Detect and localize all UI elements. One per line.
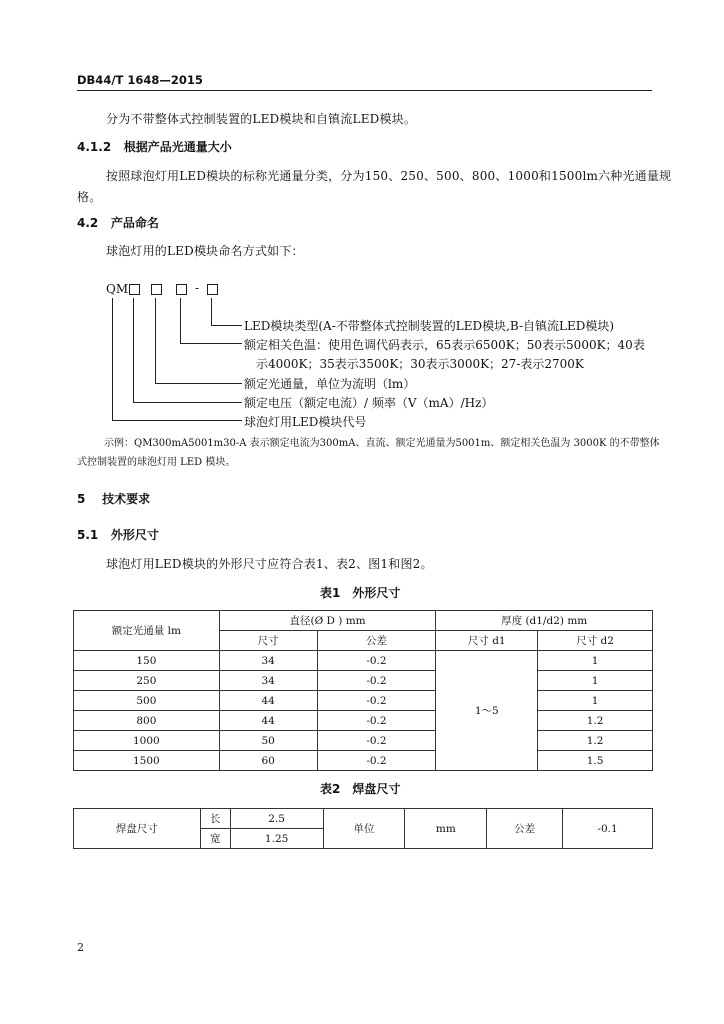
section-number: 5.1 — [77, 528, 99, 542]
cell-flux: 150 — [74, 651, 220, 671]
section-title: 技术要求 — [102, 492, 151, 506]
cell-d1-merged: 1～5 — [436, 651, 538, 771]
cell-flux: 1000 — [74, 731, 220, 751]
paragraph-flux-line1: 按照球泡灯用LED模块的标称光通量分类，分为150、250、500、800、1000和1500lm六种光通量规 — [106, 169, 672, 183]
table-dimensions — [73, 610, 653, 771]
unit-label: 单位 — [323, 809, 405, 849]
table1-caption: 表1 外形尺寸 — [320, 586, 401, 600]
arrow-type — [211, 325, 242, 326]
table-row — [74, 651, 653, 671]
cell-diameter: 44 — [219, 691, 317, 711]
paragraph-flux-line2: 格。 — [77, 190, 102, 204]
unit-value: mm — [405, 809, 487, 849]
page-number: 2 — [77, 941, 84, 954]
length-label: 长 — [200, 809, 230, 829]
section-number: 4.1.2 — [77, 140, 112, 154]
cell-d2: 1 — [538, 671, 653, 691]
cell-flux: 800 — [74, 711, 220, 731]
table-row — [74, 751, 653, 771]
placeholder-box-flux — [151, 284, 162, 295]
header-size-d2: 尺寸 d2 — [538, 631, 653, 651]
table-row — [74, 711, 653, 731]
naming-dash: - — [195, 281, 200, 295]
paragraph-dimensions: 球泡灯用LED模块的外形尺寸应符合表1、表2、图1和图2。 — [106, 557, 433, 571]
section-number: 4.2 — [77, 216, 99, 230]
header-size: 尺寸 — [219, 631, 317, 651]
example-line1: 示例：QM300mA5001m30-A 表示额定电流为300mA、直流、额定光通量为5001m、额定相关色温为 3000K 的不带整体 — [104, 438, 660, 449]
section-5-1-heading — [77, 526, 159, 543]
table-pad-size — [73, 808, 653, 849]
label-flux: 额定光通量，单位为流明（lm） — [244, 377, 416, 391]
section-title: 根据产品光通量大小 — [123, 140, 232, 154]
cell-tolerance: -0.2 — [317, 711, 436, 731]
cell-d2: 1.5 — [538, 751, 653, 771]
section-number: 5 — [77, 492, 86, 506]
placeholder-box-type — [207, 284, 218, 295]
table2-caption: 表2 焊盘尺寸 — [320, 782, 401, 796]
connector-voltage — [133, 298, 134, 402]
header-diameter: 直径(Ø D ) mm — [219, 611, 436, 631]
section-4-1-2-heading — [77, 138, 232, 155]
example-line2: 式控制装置的球泡灯用 LED 模块。 — [77, 457, 236, 468]
width-label: 宽 — [200, 829, 230, 849]
length-value: 2.5 — [230, 809, 323, 829]
connector-type — [211, 298, 212, 325]
cell-diameter: 44 — [219, 711, 317, 731]
document-code: DB44/T 1648—2015 — [77, 73, 203, 87]
cell-tolerance: -0.2 — [317, 751, 436, 771]
arrow-voltage — [133, 402, 242, 403]
section-5-heading — [77, 490, 150, 507]
section-title: 产品命名 — [110, 216, 159, 230]
arrow-cct — [180, 343, 242, 344]
header-flux: 额定光通量 lm — [74, 611, 220, 651]
arrow-flux — [155, 383, 242, 384]
cell-diameter: 34 — [219, 651, 317, 671]
cell-d2: 1.2 — [538, 711, 653, 731]
table-row — [74, 731, 653, 751]
cell-flux: 1500 — [74, 751, 220, 771]
connector-code — [112, 298, 113, 420]
section-4-2-heading — [77, 214, 159, 231]
label-cct-line1: 额定相关色温：使用色调代码表示，65表示6500K；50表示5000K；40表 — [244, 338, 645, 352]
cell-tolerance: -0.2 — [317, 691, 436, 711]
section-title: 外形尺寸 — [110, 528, 159, 542]
pad-size-label: 焊盘尺寸 — [74, 809, 201, 849]
label-voltage: 额定电压（额定电流）/ 频率（V（mA）/Hz） — [244, 396, 494, 410]
tolerance-value: -0.1 — [563, 809, 653, 849]
paragraph-naming-intro: 球泡灯用的LED模块命名方式如下： — [106, 244, 304, 258]
cell-d2: 1 — [538, 651, 653, 671]
naming-code-row — [106, 282, 128, 296]
cell-diameter: 50 — [219, 731, 317, 751]
cell-diameter: 34 — [219, 671, 317, 691]
header-thickness: 厚度 (d1/d2) mm — [436, 611, 653, 631]
label-cct-line2: 示4000K；35表示3500K；30表示3000K；27-表示2700K — [256, 357, 584, 371]
placeholder-box-voltage — [129, 284, 140, 295]
header-rule — [77, 90, 652, 91]
naming-prefix: QM — [106, 282, 129, 296]
cell-tolerance: -0.2 — [317, 731, 436, 751]
cell-flux: 250 — [74, 671, 220, 691]
cell-tolerance: -0.2 — [317, 651, 436, 671]
label-code: 球泡灯用LED模块代号 — [244, 415, 367, 429]
placeholder-box-cct — [176, 284, 187, 295]
table-row — [74, 691, 653, 711]
header-size-d1: 尺寸 d1 — [436, 631, 538, 651]
cell-d2: 1.2 — [538, 731, 653, 751]
width-value: 1.25 — [230, 829, 323, 849]
connector-flux — [155, 298, 156, 383]
connector-cct — [180, 298, 181, 343]
label-module-type: LED模块类型(A-不带整体式控制装置的LED模块,B-自镇流LED模块) — [244, 319, 615, 333]
arrow-code — [112, 420, 242, 421]
cell-diameter: 60 — [219, 751, 317, 771]
tolerance-label: 公差 — [487, 809, 563, 849]
paragraph-classification: 分为不带整体式控制装置的LED模块和自镇流LED模块。 — [106, 112, 417, 126]
table-row — [74, 671, 653, 691]
header-tolerance: 公差 — [317, 631, 436, 651]
cell-tolerance: -0.2 — [317, 671, 436, 691]
cell-d2: 1 — [538, 691, 653, 711]
cell-flux: 500 — [74, 691, 220, 711]
